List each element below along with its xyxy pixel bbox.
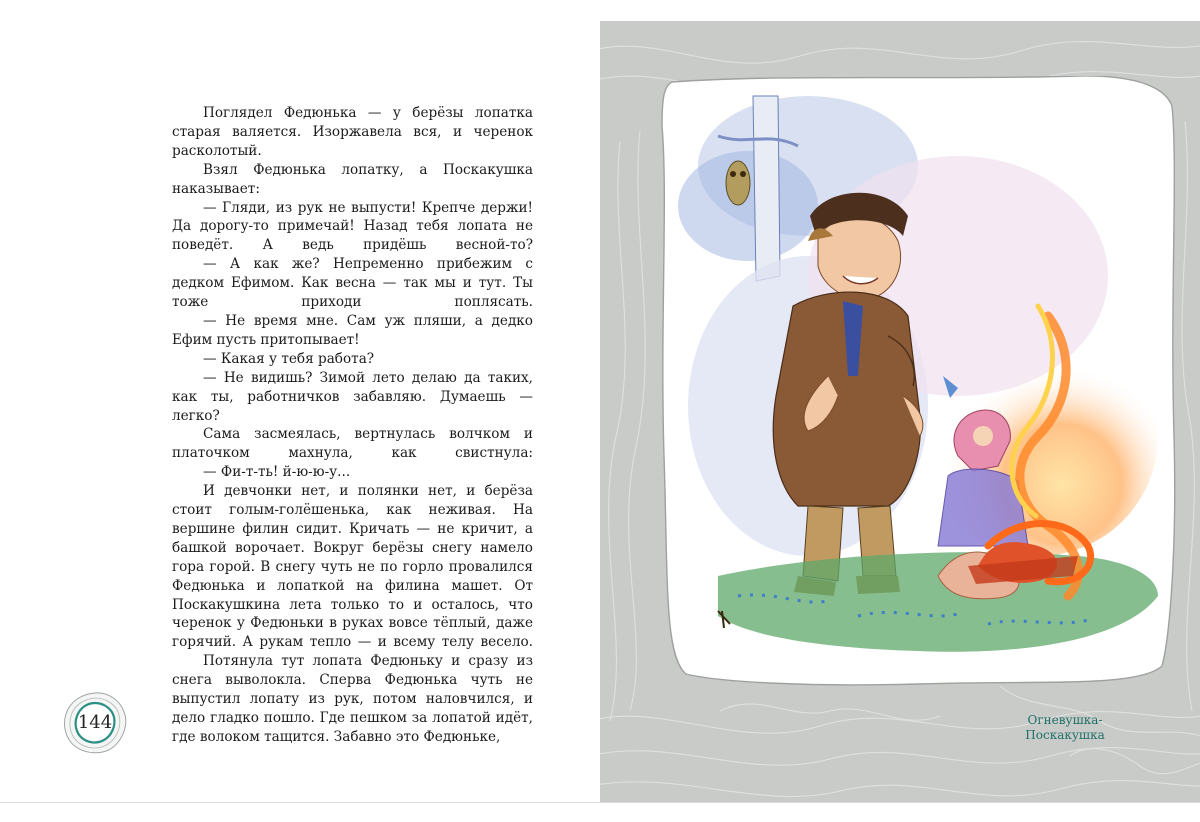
paragraph: — Гляди, из рук не выпусти! Крепче держи! Да дорогу-то примечай! Назад тебя лопата не поведёт. А ведь придёшь весной-то? bbox=[172, 199, 533, 254]
bottom-edge bbox=[0, 802, 1200, 803]
paragraph: — Не время мне. Сам уж пляши, а дедко Ефим пусть притопывает! bbox=[172, 312, 533, 348]
caption-line-1: Огневушка- bbox=[1027, 713, 1103, 727]
paragraph: Поглядел Федюнька — у берёзы лопатка старая валяется. Изоржавела вся, и черенок расколотый. bbox=[172, 105, 533, 159]
paragraph: Сама засмеялась, вертнулась волчком и платочком махнула, как свистнула: bbox=[172, 426, 533, 462]
story-text bbox=[172, 104, 533, 747]
paragraph: — Фи-т-ть! й-ю-ю-у... bbox=[203, 464, 351, 481]
page-number-badge bbox=[60, 690, 130, 756]
illustration-caption bbox=[1000, 713, 1130, 743]
story-illustration bbox=[658, 76, 1178, 688]
paragraph: И девчонки нет, и полянки нет, и берёза стоит голым-голёшенька, как неживая. На вершине филин сидит. Кричать — не кричит, а башкой ворочает. Вокруг берёзы снегу намело гора горой. В снегу чуть не по горло провалился Федюнька и лопаткой на филина машет. От Поскакушкина лета только то и осталось, что черенок у Федюньки в руках вовсе тёплый, даже горячий. А рукам тепло — и всему телу весело. bbox=[172, 483, 533, 651]
paragraph: Потянула тут лопата Федюньку и сразу из снега выволокла. Сперва Федюнька чуть не выпустил лопату из рук, потом наловчился, и дело гладко пошло. Где пешком за лопатой идёт, где волоком тащится. Забавно это Федюньке, bbox=[172, 653, 533, 745]
page-number: 144 bbox=[77, 712, 113, 733]
paragraph: — Какая у тебя работа? bbox=[203, 350, 375, 367]
caption-line-2: Поскакушка bbox=[1025, 728, 1105, 742]
paragraph: — Не видишь? Зимой лето делаю да таких, как ты, работничков забавляю. Думаешь — легко? bbox=[172, 369, 533, 424]
paragraph: — А как же? Непременно прибежим с дедком Ефимом. Как весна — так мы и тут. Ты тоже приходи поплясать. bbox=[172, 256, 533, 311]
paragraph: Взял Федюнька лопатку, а Поскакушка наказывает: bbox=[172, 161, 533, 197]
